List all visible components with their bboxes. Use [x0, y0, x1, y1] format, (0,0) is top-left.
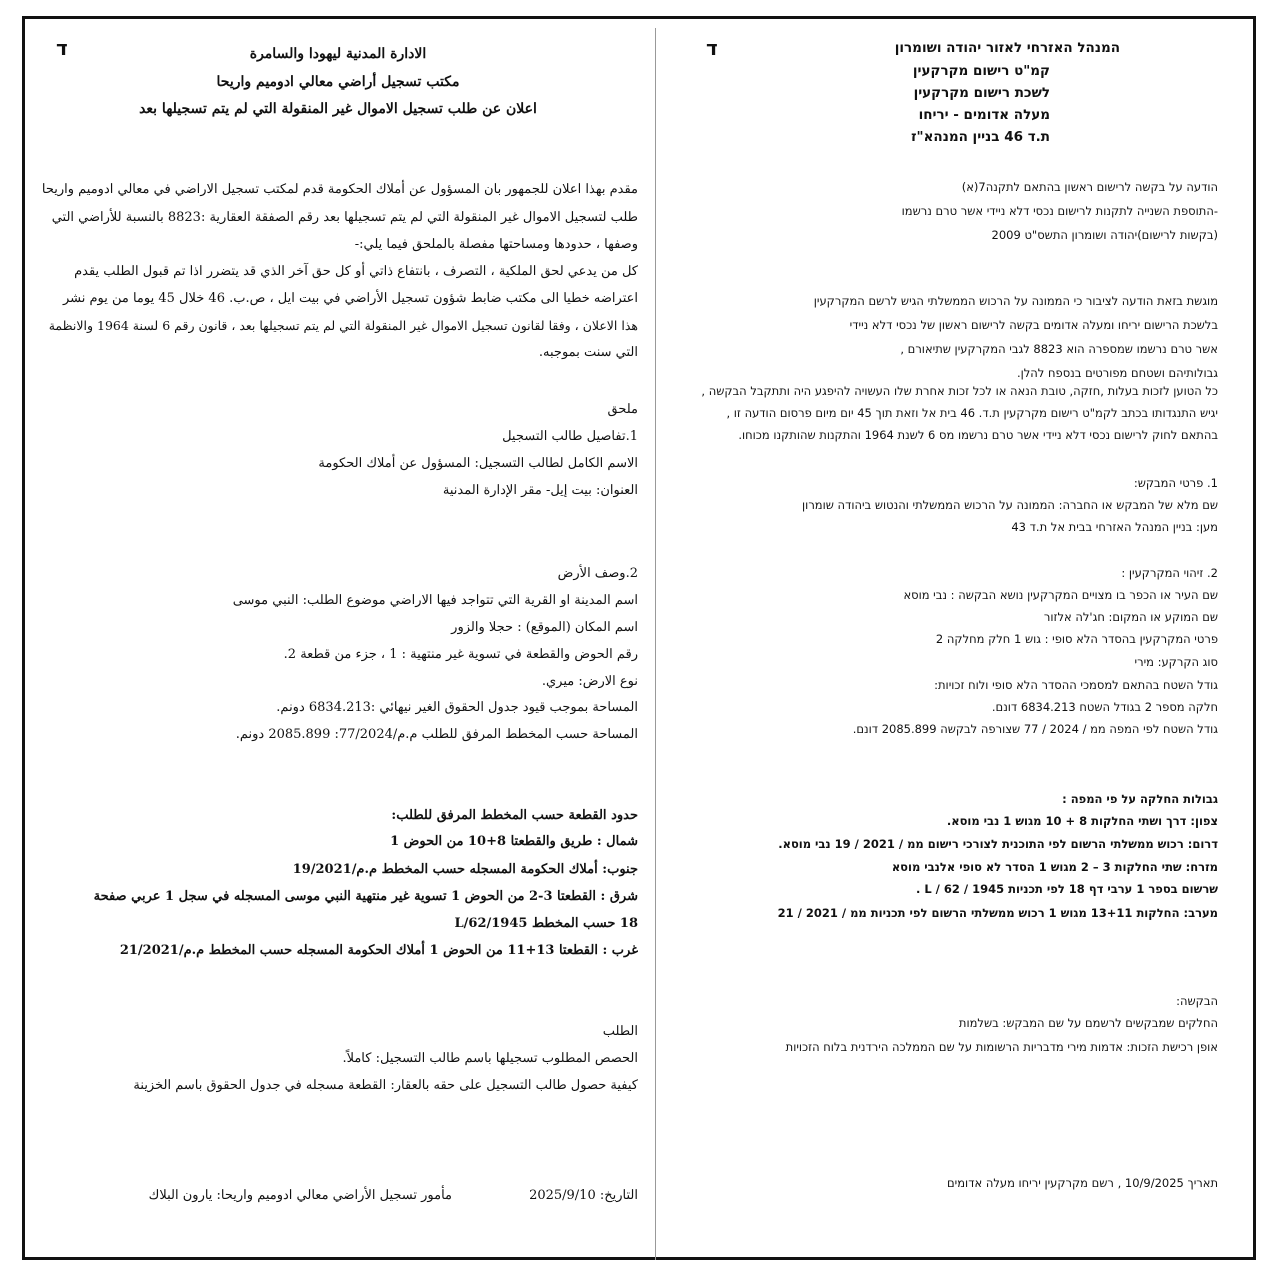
hebrew-body-line: יגיש התנגדותו בכתב לקמ"ט רישום מקרקעין ת.ד. 46 בית אל וזאת תוך 45 יום מיום פרסום הודעה זו ,: [726, 406, 1218, 420]
arabic-header-line: اعلان عن طلب تسجيل الاموال غير المنقولة التي لم يتم تسجيلها بعد: [139, 101, 537, 117]
hebrew-identification-line: חלקה מספר 2 בגודל השטח 6834.213 דונם.: [991, 700, 1218, 714]
arabic-land-line: رقم الحوض والقطعة في تسوية غير منتهية : 1 ، جزء من قطعة 2.: [283, 647, 638, 662]
arabic-intro-line: اعتراضه خطيا الى مكتب ضابط شؤون تسجيل الأراضي في بيت ايل ، ص.ب. 46 خلال 45 يوما من يوم نشر: [62, 291, 638, 306]
arabic-intro-line: هذا الاعلان ، وفقا لقانون تسجيل الاموال غير المنقولة التي لم يتم تسجيلها بعد ، قانون رقم 6 لسنة 1964 والانظمة: [48, 318, 638, 333]
arabic-intro-line: وصفها ، حدودها ومساحتها مفصلة بالملحق فيما يلي:-: [354, 237, 638, 252]
arabic-intro-line: كل من يدعي لحق الملكية ، التصرف ، بانتفاع ذاتي أو كل حق آخر الذي قد يتضرر اذا تم قبول الطلب يقدم: [74, 264, 638, 279]
hebrew-request-title: הבקשה:: [1176, 994, 1218, 1008]
hebrew-identification-title: 2. זיהוי המקרקעין :: [1121, 566, 1218, 580]
hebrew-applicant-title: 1. פרטי המבקש:: [1133, 476, 1218, 490]
arabic-request-title: الطلب: [602, 1024, 638, 1039]
arabic-header-line: الادارة المدنية ليهودا والسامرة: [249, 46, 427, 62]
hebrew-border-east: מזרח: שתי החלקות 3 – 2 מגוש 1 הסדר לא סופי אלנבי מוסא: [891, 860, 1218, 874]
arabic-annex-title: ملحق: [607, 402, 638, 417]
hebrew-identification-line: פרטי המקרקעין בהסדר הלא סופי : גוש 1 חלק מחלקה 2: [935, 632, 1218, 646]
hebrew-body-line: גבולותיהם ושטחם מפורטים בנספח להלן.: [1016, 366, 1218, 380]
hebrew-applicant-line: שם מלא של המבקש או החברה: הממונה על הרכוש הממשלתי והנטוש ביהודה שומרון: [802, 498, 1218, 512]
hebrew-border-north: צפון: דרך ושתי החלקות 8 + 10 מגוש 1 נבי מוסא.: [946, 814, 1218, 828]
hebrew-borders-title: גבולות החלקה על פי המפה :: [1062, 792, 1218, 806]
hebrew-border-east-cont: שרשום בספר 1 ערבי דף 18 לפי תכניות L / 62 / 1945 .: [915, 882, 1218, 896]
arabic-border-north: شمال : طريق والقطعتا 8+10 من الحوض 1: [390, 834, 638, 849]
hebrew-notice-line: הודעה על בקשה לרישום ראשון בהתאם לתקנה7(א): [961, 180, 1218, 194]
arabic-border-south: جنوب: أملاك الحكومة المسجله حسب المخطط م.م/19/2021: [292, 862, 638, 877]
arabic-land-line: اسم المدينة او القرية التي تتواجد فيها الاراضي موضوع الطلب: النبي موسى: [232, 593, 638, 608]
arabic-intro-line: مقدم بهذا اعلان للجمهور بان المسؤول عن أملاك الحكومة قدم لمكتب تسجيل الاراضي في معالي ادوميم واريحا: [41, 182, 638, 197]
arabic-annex-line: 1.تفاصيل طالب التسجيل: [502, 429, 638, 444]
hebrew-identification-line: גודל השטח בהתאם למסמכי ההסדר הלא סופי ולוח זכויות:: [934, 678, 1218, 692]
arabic-request-line: الحصص المطلوب تسجيلها باسم طالب التسجيل: كاملاً.: [342, 1051, 638, 1066]
hebrew-body-line: בלשכת הרישום יריחו ומעלה אדומים בקשה לרישום ראשון של נכסי דלא ניידי: [849, 318, 1218, 332]
hebrew-header-line: ת.ד 46 בניין המנהא"ז: [911, 129, 1050, 145]
arabic-land-line: نوع الارض: ميري.: [541, 674, 638, 689]
hebrew-identification-line: שם המוקע או המקום: חג'לה אלזור: [1043, 610, 1218, 624]
hebrew-header-line: לשכת רישום מקרקעין: [913, 85, 1050, 101]
hebrew-body-line: בהתאם לחוק לרישום נכסי דלא ניידי אשר טרם נרשמו מס 6 לשנת 1964 והתקנות שהותקנו מכוחו.: [738, 428, 1218, 442]
hebrew-header-line: מעלה אדומים - יריחו: [918, 107, 1050, 123]
hebrew-notice-line: (בקשות לרישום)יהודה ושומרון התשס"ט 2009: [991, 228, 1218, 242]
arabic-signature: مأمور تسجيل الأراضي معالي ادوميم واريحا: يارون البلاك: [148, 1188, 452, 1203]
hebrew-request-line: אופן רכישת הזכות: אדמות מירי מדבריות הרשומות על שם הממלכה הירדנית בלוח הזכויות: [785, 1040, 1218, 1054]
arabic-request-line: كيفية حصول طالب التسجيل على حقه بالعقار: القطعة مسجله في جدول الحقوق باسم الخزينة: [133, 1078, 638, 1093]
arabic-date: التاريخ: 2025/9/10: [529, 1188, 638, 1203]
hebrew-body-line: אשר טרם נרשמו שמספרה הוא 8823 לגבי המקרקעין שתיאורם ,: [900, 342, 1218, 356]
corner-mark-right: ד: [706, 36, 718, 60]
column-divider: [655, 28, 656, 1260]
arabic-intro-line: طلب لتسجيل الاموال غير المنقولة التي لم يتم تسجيلها بعد رقم الصفقة العقارية :8823 بالنسبة للأراضي التي: [51, 210, 638, 225]
hebrew-body-line: כל הטוען לזכות בעלות ,חזקה, טובת הנאה או לכל זכות אחרת שלו העשויה להיפגע היה ותתקבל הבקשה ,: [701, 384, 1218, 398]
hebrew-notice: [664, 0, 1226, 1280]
arabic-notice: [38, 0, 638, 1280]
hebrew-applicant-line: מען: בניין המנהל האזרחי בבית אל ת.ד 43: [1011, 520, 1218, 534]
arabic-border-east: شرق : القطعتا 3-2 من الحوض 1 تسوية غير منتهية النبي موسى المسجله في سجل 1 عربي صفحة: [93, 889, 638, 904]
hebrew-notice-line: -התוספת השנייה לתקנות לרישום נכסי דלא ניידי אשר טרם נרשמו: [901, 204, 1218, 218]
arabic-land-line: اسم المكان (الموقع) : حجلا والزور: [451, 620, 638, 635]
hebrew-identification-line: סוג הקרקע: מירי: [1134, 655, 1218, 669]
arabic-land-line: المساحة بموجب قيود جدول الحقوق الغير نيهائي :6834.213 دونم.: [276, 700, 638, 715]
hebrew-identification-line: גודל השטח לפי המפה ממ / 2024 / 77 שצורפה לבקשה 2085.899 דונם.: [852, 722, 1218, 736]
hebrew-border-west: מערב: החלקות 13+11 מגוש 1 רכוש ממשלתי הרשום לפי תכניות ממ / 2021 / 21: [777, 906, 1218, 920]
arabic-land-title: 2.وصف الأرض: [557, 566, 638, 581]
hebrew-body-line: מוגשת בזאת הודעה לציבור כי הממונה על הרכוש הממשלתי הגיש לרשם המקרקעין: [813, 294, 1218, 308]
hebrew-header-line: המנהל האזרחי לאזור יהודה ושומרון: [894, 40, 1120, 56]
hebrew-footer: תאריך 10/9/2025 , רשם מקרקעין יריחו מעלה אדומים: [947, 1176, 1218, 1190]
hebrew-identification-line: שם העיר או הכפר בו מצויים המקרקעין נושא הבקשה : נבי מוסא: [903, 588, 1218, 602]
arabic-land-line: المساحة حسب المخطط المرفق للطلب م.م/77/2024: 2085.899 دونم.: [235, 727, 638, 742]
arabic-borders-title: حدود القطعة حسب المخطط المرفق للطلب:: [391, 808, 638, 823]
hebrew-border-south: דרום: רכוש ממשלתי הרשום לפי התוכנית לצורכי רישום ממ / 2021 / 19 נבי מוסא.: [778, 837, 1218, 851]
arabic-border-east-cont: 18 حسب المخطط L/62/1945: [454, 916, 638, 931]
arabic-header-line: مكتب تسجيل أراضي معالي ادوميم واريحا: [216, 74, 460, 90]
arabic-intro-line: التي سنت بموجبه.: [538, 345, 638, 360]
hebrew-header-line: קמ"ט רישום מקרקעין: [912, 63, 1050, 79]
arabic-annex-line: العنوان: بيت إيل- مقر الإدارة المدنية: [442, 483, 638, 498]
corner-mark-left: ד: [56, 36, 68, 60]
hebrew-request-line: החלקים שמבקשים לרשמם על שם המבקש: בשלמות: [958, 1016, 1218, 1030]
arabic-annex-line: الاسم الكامل لطالب التسجيل: المسؤول عن أملاك الحكومة: [318, 456, 638, 471]
arabic-border-west: غرب : القطعتا 13+11 من الحوض 1 أملاك الحكومة المسجله حسب المخطط م.م/21/2021: [119, 943, 638, 958]
